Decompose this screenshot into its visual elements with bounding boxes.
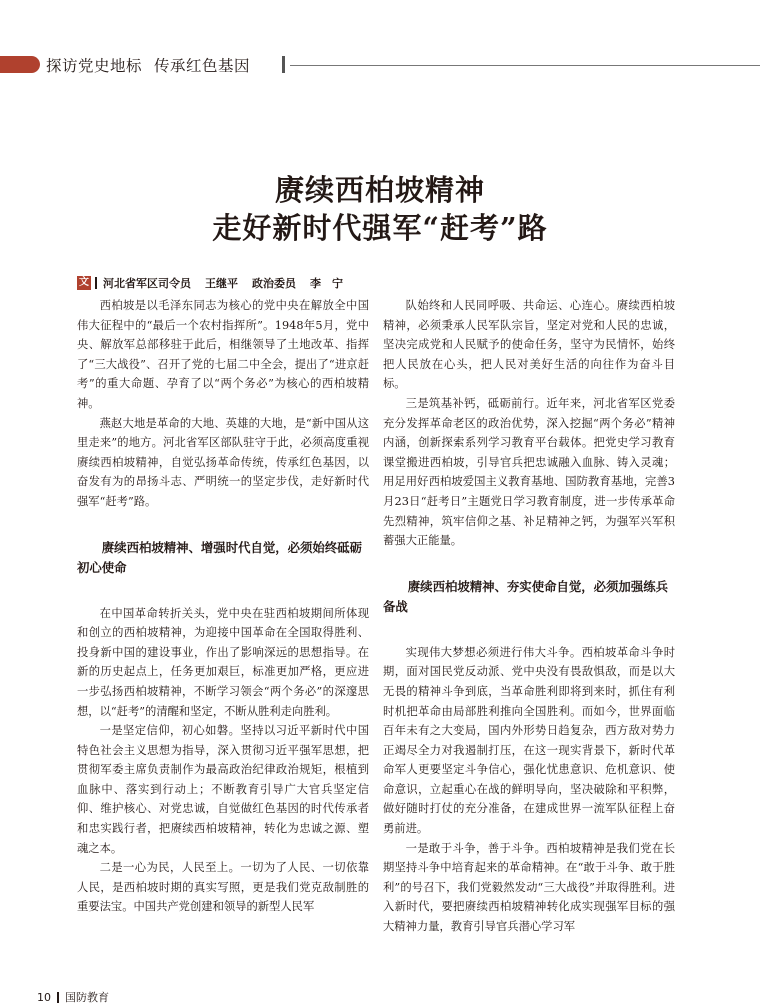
column-subtitle: 传承红色基因 [154, 57, 251, 75]
paragraph: 燕赵大地是革命的大地、英雄的大地，是“新中国从这里走来”的地方。河北省军区部队驻守于此，必须高度重视赓续西柏坡精神，自觉弘扬革命传统，传承红色基因，以奋发有为的昂扬斗志、严明统一的坚定步伐，走好新时代强军“赶考”路。 [77, 416, 369, 508]
paragraph: 二是一心为民，人民至上。一切为了人民、一切依靠人民，是西柏坡时期的真实写照，更是我们党克敌制胜的重要法宝。中国共产党创建和领导的新型人民军 [77, 861, 369, 914]
article-column-left [77, 296, 369, 917]
column-title: 探访党史地标 [46, 57, 143, 75]
byline-divider [95, 277, 97, 289]
page-number: 10 [37, 990, 51, 1004]
column-rule-line [290, 65, 760, 66]
section-heading: 赓续西柏坡精神、增强时代自觉，必须始终砥砺初心使命 [77, 539, 362, 575]
article-column-right [383, 296, 675, 937]
article-title-line2: 走好新时代强军“赶考”路 [212, 211, 548, 245]
paragraph: 西柏坡是以毛泽东同志为核心的党中央在解放全中国伟大征程中的“最后一个农村指挥所”。1948年5月，党中央、解放军总部移驻于此后，相继领导了土地改革、指挥了“三大战役”、召开了党的七届二中全会，提出了“进京赶考”的重大命题、孕育了以“两个务必”为核心的西柏坡精神。 [77, 299, 369, 410]
footer-divider [57, 992, 59, 1003]
byline-author1: 王继平 [205, 277, 238, 290]
column-divider [282, 56, 285, 73]
column-accent-bar [0, 56, 40, 73]
paragraph: 一是坚定信仰，初心如磐。坚持以习近平新时代中国特色社会主义思想为指导，深入贯彻习近平强军思想，把贯彻军委主席负责制作为最高政治纪律政治规矩，根植到血脉中、落实到行动上；不断教育引导广大官兵坚定信仰、维护核心、对党忠诚，自觉做红色基因的时代传承者和忠实践行者，把赓续西柏坡精神，转化为忠诚之源、塑魂之本。 [77, 724, 369, 855]
paragraph: 队始终和人民同呼吸、共命运、心连心。赓续西柏坡精神，必须秉承人民军队宗旨，坚定对党和人民的忠诚，坚决完成党和人民赋予的使命任务，坚守为民情怀，始终把人民放在心头，把人民对美好生活的向往作为奋斗目标。 [383, 299, 675, 391]
byline-org: 河北省军区司令员 [103, 277, 191, 290]
paragraph: 在中国革命转折关头，党中央在驻西柏坡期间所体现和创立的西柏坡精神，为迎接中国革命在全国取得胜利、投身新中国的建设事业，作出了影响深远的思想指导。在新的历史起点上，任务更加艰巨，标准更加严格，更应进一步弘扬西柏坡精神，不断学习领会“两个务必”的深邃思想，以“赶考”的清醒和坚定，不断从胜利走向胜利。 [77, 606, 369, 718]
byline-author2: 李 宁 [310, 277, 343, 290]
byline [77, 276, 343, 290]
paragraph: 三是筑基补钙，砥砺前行。近年来，河北省军区党委充分发挥革命老区的政治优势，深入挖掘“两个务必”精神内涵，创新探索系列学习教育平台载体。把党史学习教育课堂搬进西柏坡，引导官兵把忠诚融入血脉、铸入灵魂；用足用好西柏坡爱国主义教育基地、国防教育基地，完善3月23日“赶考日”主题党日学习教育制度，进一步传承革命先烈精神，筑牢信仰之基、补足精神之钙，为强军兴军积蓄强大正能量。 [383, 396, 675, 548]
section-heading: 赓续西柏坡精神、夯实使命自觉，必须加强练兵备战 [383, 578, 668, 614]
article-title-line1: 赓续西柏坡精神 [274, 173, 485, 207]
byline-role2: 政治委员 [252, 277, 296, 290]
paragraph: 一是敢于斗争，善于斗争。西柏坡精神是我们党在长期坚持斗争中培育起来的革命精神。在“敢于斗争、敢于胜利”的号召下，我们党毅然发动“三大战役”并取得胜利。进入新时代，要把赓续西柏坡精神转化成实现强军目标的强大精神力量，教育引导官兵潜心学习军 [383, 841, 675, 934]
page-footer [37, 989, 109, 1005]
wen-text-icon: 文 [79, 277, 89, 288]
column-header [46, 54, 250, 76]
paragraph: 实现伟大梦想必须进行伟大斗争。西柏坡革命斗争时期，面对国民党反动派、党中央没有畏敌惧敌，而是以大无畏的精神斗争到底，当革命胜利即将到来时，抓住有利时机把革命由局部胜利推向全国胜利。而如今，世界面临百年未有之大变局，国内外形势日趋复杂，西方敌对势力正竭尽全力对我遏制打压，在这一现实背景下，新时代革命军人更要坚定斗争信心，强化忧患意识、危机意识、使命意识，立起重心在战的鲜明导向，坚决破除和平积弊，做好随时打仗的充分准备，在建成世界一流军队征程上奋勇前进。 [383, 645, 675, 836]
magazine-name: 国防教育 [65, 991, 109, 1004]
